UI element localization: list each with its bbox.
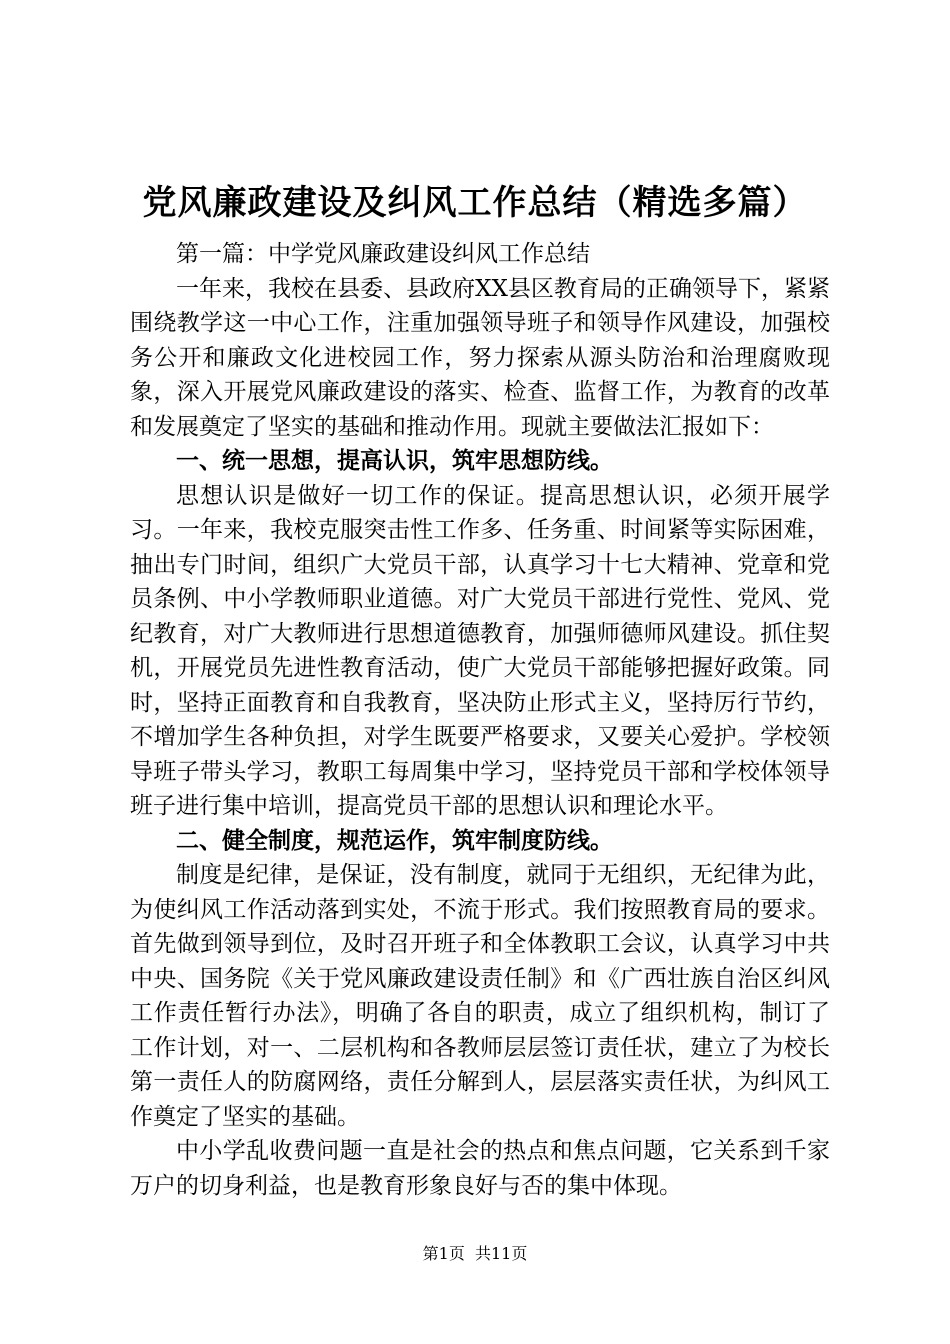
- section-heading: 二、健全制度，规范运作，筑牢制度防线。: [176, 827, 613, 854]
- page-footer: [0, 1243, 950, 1265]
- document-body: [130, 237, 830, 1203]
- page-number: 第1页 共11页: [422, 1244, 528, 1263]
- document-title: 党风廉政建设及纠风工作总结（精选多篇）: [142, 183, 808, 223]
- section-title: 第一篇：中学党风廉政建设纠风工作总结: [176, 241, 590, 267]
- body-paragraph: 中小学乱收费问题一直是社会的热点和焦点问题，它关系到千家万户的切身利益，也是教育形象良好与否的集中体现。: [130, 1138, 830, 1199]
- body-paragraph: 一年来，我校在县委、县政府XX县区教育局的正确领导下，紧紧围绕教学这一中心工作，注重加强领导班子和领导作风建设，加强校务公开和廉政文化进校园工作，努力探索从源头防治和治理腐败现象，深入开展党风廉政建设的落实、检查、监督工作，为教育的改革和发展奠定了坚实的基础和推动作用。现就主要做法汇报如下：: [130, 275, 830, 440]
- body-paragraph: 思想认识是做好一切工作的保证。提高思想认识，必须开展学习。一年来，我校克服突击性工作多、任务重、时间紧等实际困难，抽出专门时间，组织广大党员干部，认真学习十七大精神、党章和党员条例、中小学教师职业道德。对广大党员干部进行党性、党风、党纪教育，对广大教师进行思想道德教育，加强师德师风建设。抓住契机，开展党员先进性教育活动，使广大党员干部能够把握好政策。同时，坚持正面教育和自我教育，坚决防止形式主义，坚持厉行节约，不增加学生各种负担，对学生既要严格要求，又要关心爱护。学校领导班子带头学习，教职工每周集中学习，坚持党员干部和学校体领导班子进行集中培训，提高党员干部的思想认识和理论水平。: [130, 482, 830, 819]
- section-heading: 一、统一思想，提高认识，筑牢思想防线。: [176, 448, 613, 474]
- body-paragraph: 制度是纪律，是保证，没有制度，就同于无组织，无纪律为此，为使纠风工作活动落到实处，不流于形式。我们按照教育局的要求。首先做到领导到位，及时召开班子和全体教职工会议，认真学习中共中央、国务院《关于党风廉政建设责任制》和《广西壮族自治区纠风工作责任暂行办法》，明确了各自的职责，成立了组织机构，制订了工作计划，对一、二层机构和各教师层层签订责任状，建立了为校长第一责任人的防腐网络，责任分解到人，层层落实责任状，为纠风工作奠定了坚实的基础。: [130, 862, 830, 1130]
